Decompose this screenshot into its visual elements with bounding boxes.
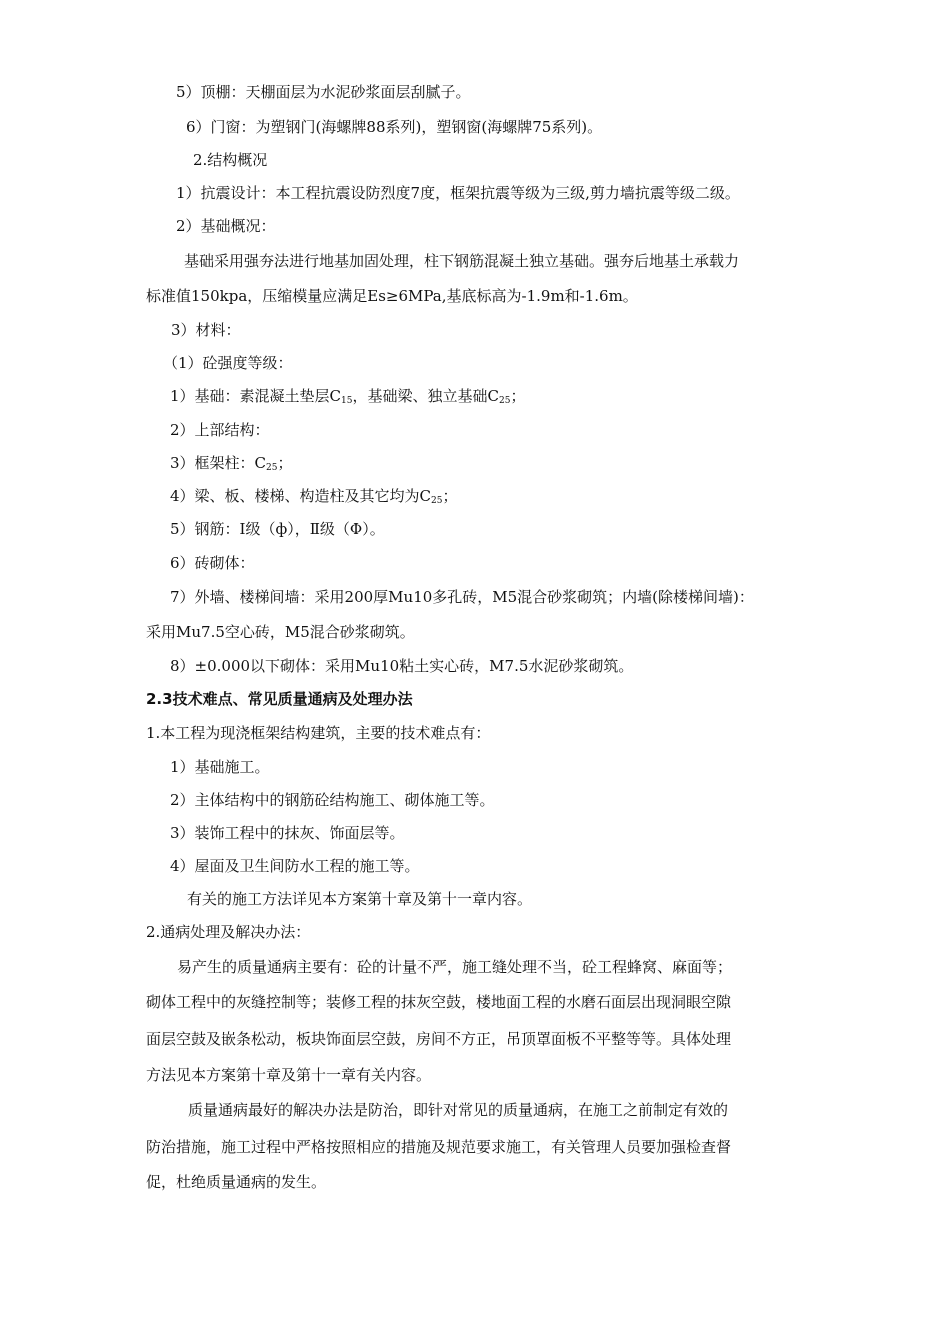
text-line: 3）材料： xyxy=(171,321,241,339)
text-line: 促，杜绝质量通病的发生。 xyxy=(146,1173,327,1191)
text-line: 1）基础：素混凝土垫层$C_{15}$，基础梁、独立基础$C_{25}$； xyxy=(170,387,526,406)
text-line: 质量通病最好的解决办法是防治，即针对常见的质量通病，在施工之前制定有效的 xyxy=(188,1101,729,1119)
section-heading: 2.结构概况 xyxy=(193,151,268,169)
text-line: 方法见本方案第十章及第十一章有关内容。 xyxy=(146,1066,432,1084)
text-line: 砌体工程中的灰缝控制等；装修工程的抹灰空鼓，楼地面工程的水磨石面层出现洞眼空隙 xyxy=(146,993,732,1011)
section-heading: 2.3技术难点、常见质量通病及处理办法 xyxy=(146,690,413,708)
text-line: 易产生的质量通病主要有：砼的计量不严，施工缝处理不当，砼工程蜂窝、麻面等； xyxy=(177,958,733,976)
text-line: （1）砼强度等级： xyxy=(163,354,293,372)
text-line: 5）顶棚：天棚面层为水泥砂浆面层刮腻子。 xyxy=(176,83,471,101)
text-line: 2）主体结构中的钢筋砼结构施工、砌体施工等。 xyxy=(170,791,495,809)
text-line: 基础采用强夯法进行地基加固处理，柱下钢筋混凝土独立基础。强夯后地基土承载力 xyxy=(184,252,740,270)
text-line: 6）门窗：为塑钢门(海螺牌88系列)，塑钢窗(海螺牌75系列)。 xyxy=(186,118,603,136)
text-line: 面层空鼓及嵌条松动，板块饰面层空鼓，房间不方正，吊顶罩面板不平整等等。具体处理 xyxy=(146,1030,732,1048)
text-line: 7）外墙、楼梯间墙：采用200厚Mu10多孔砖，M5混合砂浆砌筑；内墙(除楼梯间墙)： xyxy=(170,588,754,606)
text-line: 2）上部结构： xyxy=(170,421,270,439)
text-line: 1.本工程为现浇框架结构建筑，主要的技术难点有： xyxy=(146,724,491,742)
text-line: 标准值150kpa，压缩模量应满足Es≥6MPa,基底标高为-1.9m和-1.6m。 xyxy=(146,287,638,305)
text-line: 有关的施工方法详见本方案第十章及第十一章内容。 xyxy=(187,890,533,908)
text-line: 3）装饰工程中的抹灰、饰面层等。 xyxy=(170,824,405,842)
text-line: 5）钢筋：Ⅰ级（ф），Ⅱ级（Φ）。 xyxy=(170,520,385,538)
text-line: 防治措施，施工过程中严格按照相应的措施及规范要求施工，有关管理人员要加强检查督 xyxy=(146,1138,732,1156)
text-line: 1）基础施工。 xyxy=(170,758,270,776)
text-line: 4）梁、板、楼梯、构造柱及其它均为$C_{25}$； xyxy=(170,487,458,506)
text-line: 1）抗震设计：本工程抗震设防烈度7度，框架抗震等级为三级,剪力墙抗震等级二级。 xyxy=(176,184,740,202)
text-line: 3）框架柱：$C_{25}$； xyxy=(170,454,293,473)
text-line: 8）±0.000以下砌体：采用Mu10粘土实心砖，M7.5水泥砂浆砌筑。 xyxy=(170,657,634,675)
text-line: 2）基础概况： xyxy=(176,217,276,235)
text-line: 2.通病处理及解决办法： xyxy=(146,923,311,941)
text-line: 4）屋面及卫生间防水工程的施工等。 xyxy=(170,857,420,875)
text-line: 采用Mu7.5空心砖，M5混合砂浆砌筑。 xyxy=(146,623,415,641)
text-line: 6）砖砌体： xyxy=(170,554,255,572)
